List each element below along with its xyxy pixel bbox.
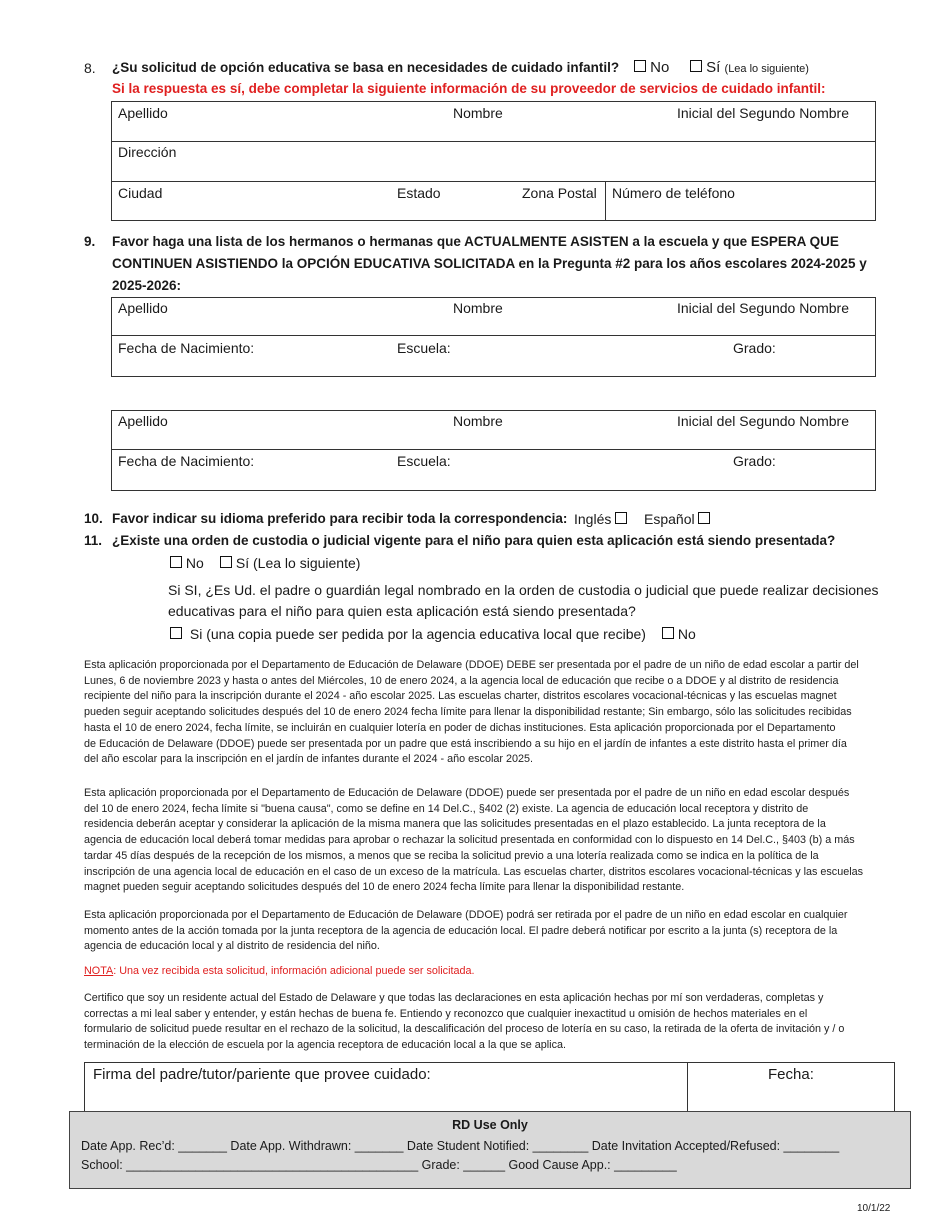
field-estado[interactable]: Estado <box>397 185 441 201</box>
q10-number: 10. <box>84 511 103 526</box>
rd-line-2[interactable]: School: __________________________________________ Grade: ______ Good Cause App.: _________ <box>81 1158 677 1172</box>
q11-option-no[interactable] <box>170 555 204 571</box>
sibling2-grado[interactable]: Grado: <box>733 453 776 469</box>
text-line: del año escolar para la inscripción en el jardín de infantes durante el 2024 - año escolar 2025. <box>84 753 533 766</box>
checkbox-si[interactable] <box>170 627 182 639</box>
paragraph-2 <box>84 786 904 896</box>
text-line: magnet pueden seguir aceptando solicitudes después del 10 de enero 2024 fecha límite para llenar la disponibilidad restante. <box>84 881 685 894</box>
q10-option-espanol[interactable] <box>644 511 710 527</box>
sibling1-apellido[interactable]: Apellido <box>118 300 168 316</box>
option-si-label: Sí <box>706 59 721 76</box>
q11-followup-line2: educativas para el niño para quien esta aplicación está siendo presentada? <box>168 603 636 619</box>
sibling1-inicial[interactable]: Inicial del Segundo Nombre <box>677 300 849 316</box>
text-line: hasta el 10 de enero 2024, fecha límite, se incluirán en cualquier lotería en poder de dichas instituciones. Esta aplicación proporcionada por el Departamento <box>84 721 836 734</box>
text-line: inscripción de una agencia local de educación en el caso de un exceso de la matrícula. Las escuelas charter, distritos escolares vocacional-técnicas y las escuelas <box>84 865 864 878</box>
field-direccion[interactable]: Dirección <box>118 144 177 160</box>
text-line: pueden seguir aceptando solicitudes después del 10 de enero 2024 fecha límite para llenar la disponibilidad restante; Sin embargo, sólo las solicitudes recibidas <box>84 706 852 719</box>
option-si-label: Sí (Lea lo siguiente) <box>235 555 361 571</box>
text-line: recipiente del niño para la inscripción durante el 2024 - año escolar 2025. Las escuelas charter, distritos escolares vocacional-técnicas y las escuelas magnet <box>84 690 837 703</box>
divider <box>111 449 876 450</box>
q8-question: ¿Su solicitud de opción educativa se basa en necesidades de cuidado infantil? <box>112 60 620 75</box>
paragraph-3 <box>84 908 904 955</box>
divider <box>687 1062 688 1113</box>
rd-title: RD Use Only <box>452 1118 528 1132</box>
q9-line3: 2025-2026: <box>112 278 182 293</box>
q11-followup-option-no[interactable] <box>662 626 696 642</box>
option-no-label: No <box>185 555 204 571</box>
note-text: : Una vez recibida esta solicitud, información adicional puede ser solicitada. <box>113 965 475 977</box>
field-zona-postal[interactable]: Zona Postal <box>522 185 597 201</box>
q8-instruction: Si la respuesta es sí, debe completar la siguiente información de su proveedor de servicios de cuidado infantil: <box>112 81 826 96</box>
checkbox-no[interactable] <box>662 627 674 639</box>
divider <box>111 335 876 336</box>
sibling2-inicial[interactable]: Inicial del Segundo Nombre <box>677 413 849 429</box>
sibling2-fecha-nac[interactable]: Fecha de Nacimiento: <box>118 453 255 469</box>
version-label: 10/1/22 <box>857 1203 891 1214</box>
checkbox-no[interactable] <box>170 556 182 568</box>
paragraph-1 <box>84 658 904 768</box>
text-line: del 10 de enero 2024, fecha límite si "buena causa", como se define en 14 Del.C., §402 (2) existe. La agencia de educación local receptora y distrito de <box>84 802 809 815</box>
signature-field[interactable]: Firma del padre/tutor/pariente que provee cuidado: <box>93 1066 431 1083</box>
note <box>84 964 475 980</box>
sibling2-escuela[interactable]: Escuela: <box>397 453 451 469</box>
text-line: Esta aplicación proporcionada por el Departamento de Educación de Delaware (DDOE) puede ser presentada por el padre de un niño en edad escolar después <box>84 787 850 799</box>
text-line: Esta aplicación proporcionada por el Departamento de Educación de Delaware (DDOE) DEBE ser presentada por el padre de un niño de edad escolar a partir del <box>84 659 859 671</box>
sibling2-nombre[interactable]: Nombre <box>453 413 503 429</box>
text-line: de Educación de Delaware (DDOE) puede ser presentada por un padre que está inscribiendo a su hijo en el jardín de infantes a este distrito hasta el primer día <box>84 737 847 750</box>
divider <box>605 181 606 221</box>
rd-use-only-box <box>69 1111 911 1189</box>
text-line: momento antes de la acción tomada por la junta receptora de la agencia de educación local. El padre deberá notificar por escrito a la junta (s) receptora de la <box>84 924 838 937</box>
followup-si-label: Si (una copia puede ser pedida por la agencia educativa local que recibe) <box>189 626 646 642</box>
option-ingles-label: Inglés <box>574 511 612 527</box>
text-line: terminación de la elección de escuela por la agencia receptora de educación local a la que se aplica. <box>84 1039 566 1052</box>
checkbox-espanol[interactable] <box>698 512 710 524</box>
checkbox-no[interactable] <box>634 60 646 72</box>
option-no-label: No <box>650 59 670 76</box>
checkbox-si[interactable] <box>220 556 232 568</box>
sibling1-grado[interactable]: Grado: <box>733 340 776 356</box>
q9-number: 9. <box>84 234 96 249</box>
q11-followup-option-si[interactable] <box>170 626 646 642</box>
text-line: residencia deberán aceptar y considerar la aplicación de la misma manera que las solicitudes presentadas en el plazo establecido. La junta receptora de la <box>84 818 826 831</box>
q11-followup-line1: Si SI, ¿Es Ud. el padre o guardián legal nombrado en la orden de custodia o judicial que puede realizar decisiones <box>168 582 879 598</box>
rd-line-1[interactable]: Date App. Rec’d: _______ Date App. Withdrawn: _______ Date Student Notified: ________ Date Invitation Accepted/Refused: ________ <box>81 1139 840 1153</box>
q10-question: Favor indicar su idioma preferido para recibir toda la correspondencia: <box>112 511 568 526</box>
text-line: Lunes, 6 de noviembre 2023 y hasta o antes del Miércoles, 10 de enero 2024, a la agencia local de educación que recibe o a DDOE y al distrito de residencia <box>84 674 839 687</box>
text-line: agencia de educación local y al distrito de residencia del niño. <box>84 940 380 953</box>
divider <box>111 141 876 142</box>
q11-option-si[interactable] <box>220 555 360 571</box>
sibling1-fecha-nac[interactable]: Fecha de Nacimiento: <box>118 340 255 356</box>
date-field[interactable]: Fecha: <box>768 1066 814 1083</box>
checkbox-ingles[interactable] <box>615 512 627 524</box>
q9-line2: CONTINUEN ASISTIENDO la OPCIÓN EDUCATIVA SOLICITADA en la Pregunta #2 para los años escolares 2024-2025 y <box>112 256 867 271</box>
sibling1-nombre[interactable]: Nombre <box>453 300 503 316</box>
field-telefono[interactable]: Número de teléfono <box>612 185 735 201</box>
text-line: correctas a mi leal saber y entender, y están hechas de buena fe. Entiendo y reconozco que cualquier inexactitud u omisión de hechos materiales en el <box>84 1007 808 1020</box>
field-apellido[interactable]: Apellido <box>118 105 168 121</box>
note-label: NOTA <box>84 965 114 977</box>
followup-no-label: No <box>677 626 696 642</box>
field-nombre[interactable]: Nombre <box>453 105 503 121</box>
text-line: tardar 45 días después de la recepción de los mismos, a menos que se reciba la solicitud previo a una lotería realizada como se indica en la política de la <box>84 849 819 862</box>
q9-line1: Favor haga una lista de los hermanos o hermanas que ACTUALMENTE ASISTEN a la escuela y que ESPERA QUE <box>112 234 839 249</box>
option-espanol-label: Español <box>644 511 695 527</box>
field-inicial[interactable]: Inicial del Segundo Nombre <box>677 105 849 121</box>
option-si-note: (Lea lo siguiente) <box>724 63 809 75</box>
field-ciudad[interactable]: Ciudad <box>118 185 163 201</box>
q11-question: ¿Existe una orden de custodia o judicial vigente para el niño para quien esta aplicación está siendo presentada? <box>112 533 836 548</box>
q8-option-si[interactable] <box>690 59 809 76</box>
text-line: agencia de educación local deberá tomar medidas para aprobar o rechazar la solicitud presentada en conformidad con lo dispuesto en 14 Del.C., §403 (b) a más <box>84 834 855 847</box>
q8-option-no[interactable] <box>634 59 669 76</box>
divider <box>111 181 876 182</box>
text-line: Esta aplicación proporcionada por el Departamento de Educación de Delaware (DDOE) podrá ser retirada por el padre de un niño en edad escolar en cualquier <box>84 909 848 921</box>
checkbox-si[interactable] <box>690 60 702 72</box>
q8-number: 8. <box>84 60 96 76</box>
q10-option-ingles[interactable] <box>574 511 627 527</box>
text-line: formulario de solicitud puede resultar en el rechazo de la solicitud, la descalificación del proceso de lotería en su caso, la retirada de la oferta de invitación y / o <box>84 1023 845 1036</box>
q11-number: 11. <box>84 533 103 548</box>
paragraph-4 <box>84 991 904 1054</box>
sibling2-apellido[interactable]: Apellido <box>118 413 168 429</box>
text-line: Certifico que soy un residente actual del Estado de Delaware y que todas las declaraciones en esta aplicación hechas por mí son verdaderas, completas y <box>84 992 824 1004</box>
sibling1-escuela[interactable]: Escuela: <box>397 340 451 356</box>
